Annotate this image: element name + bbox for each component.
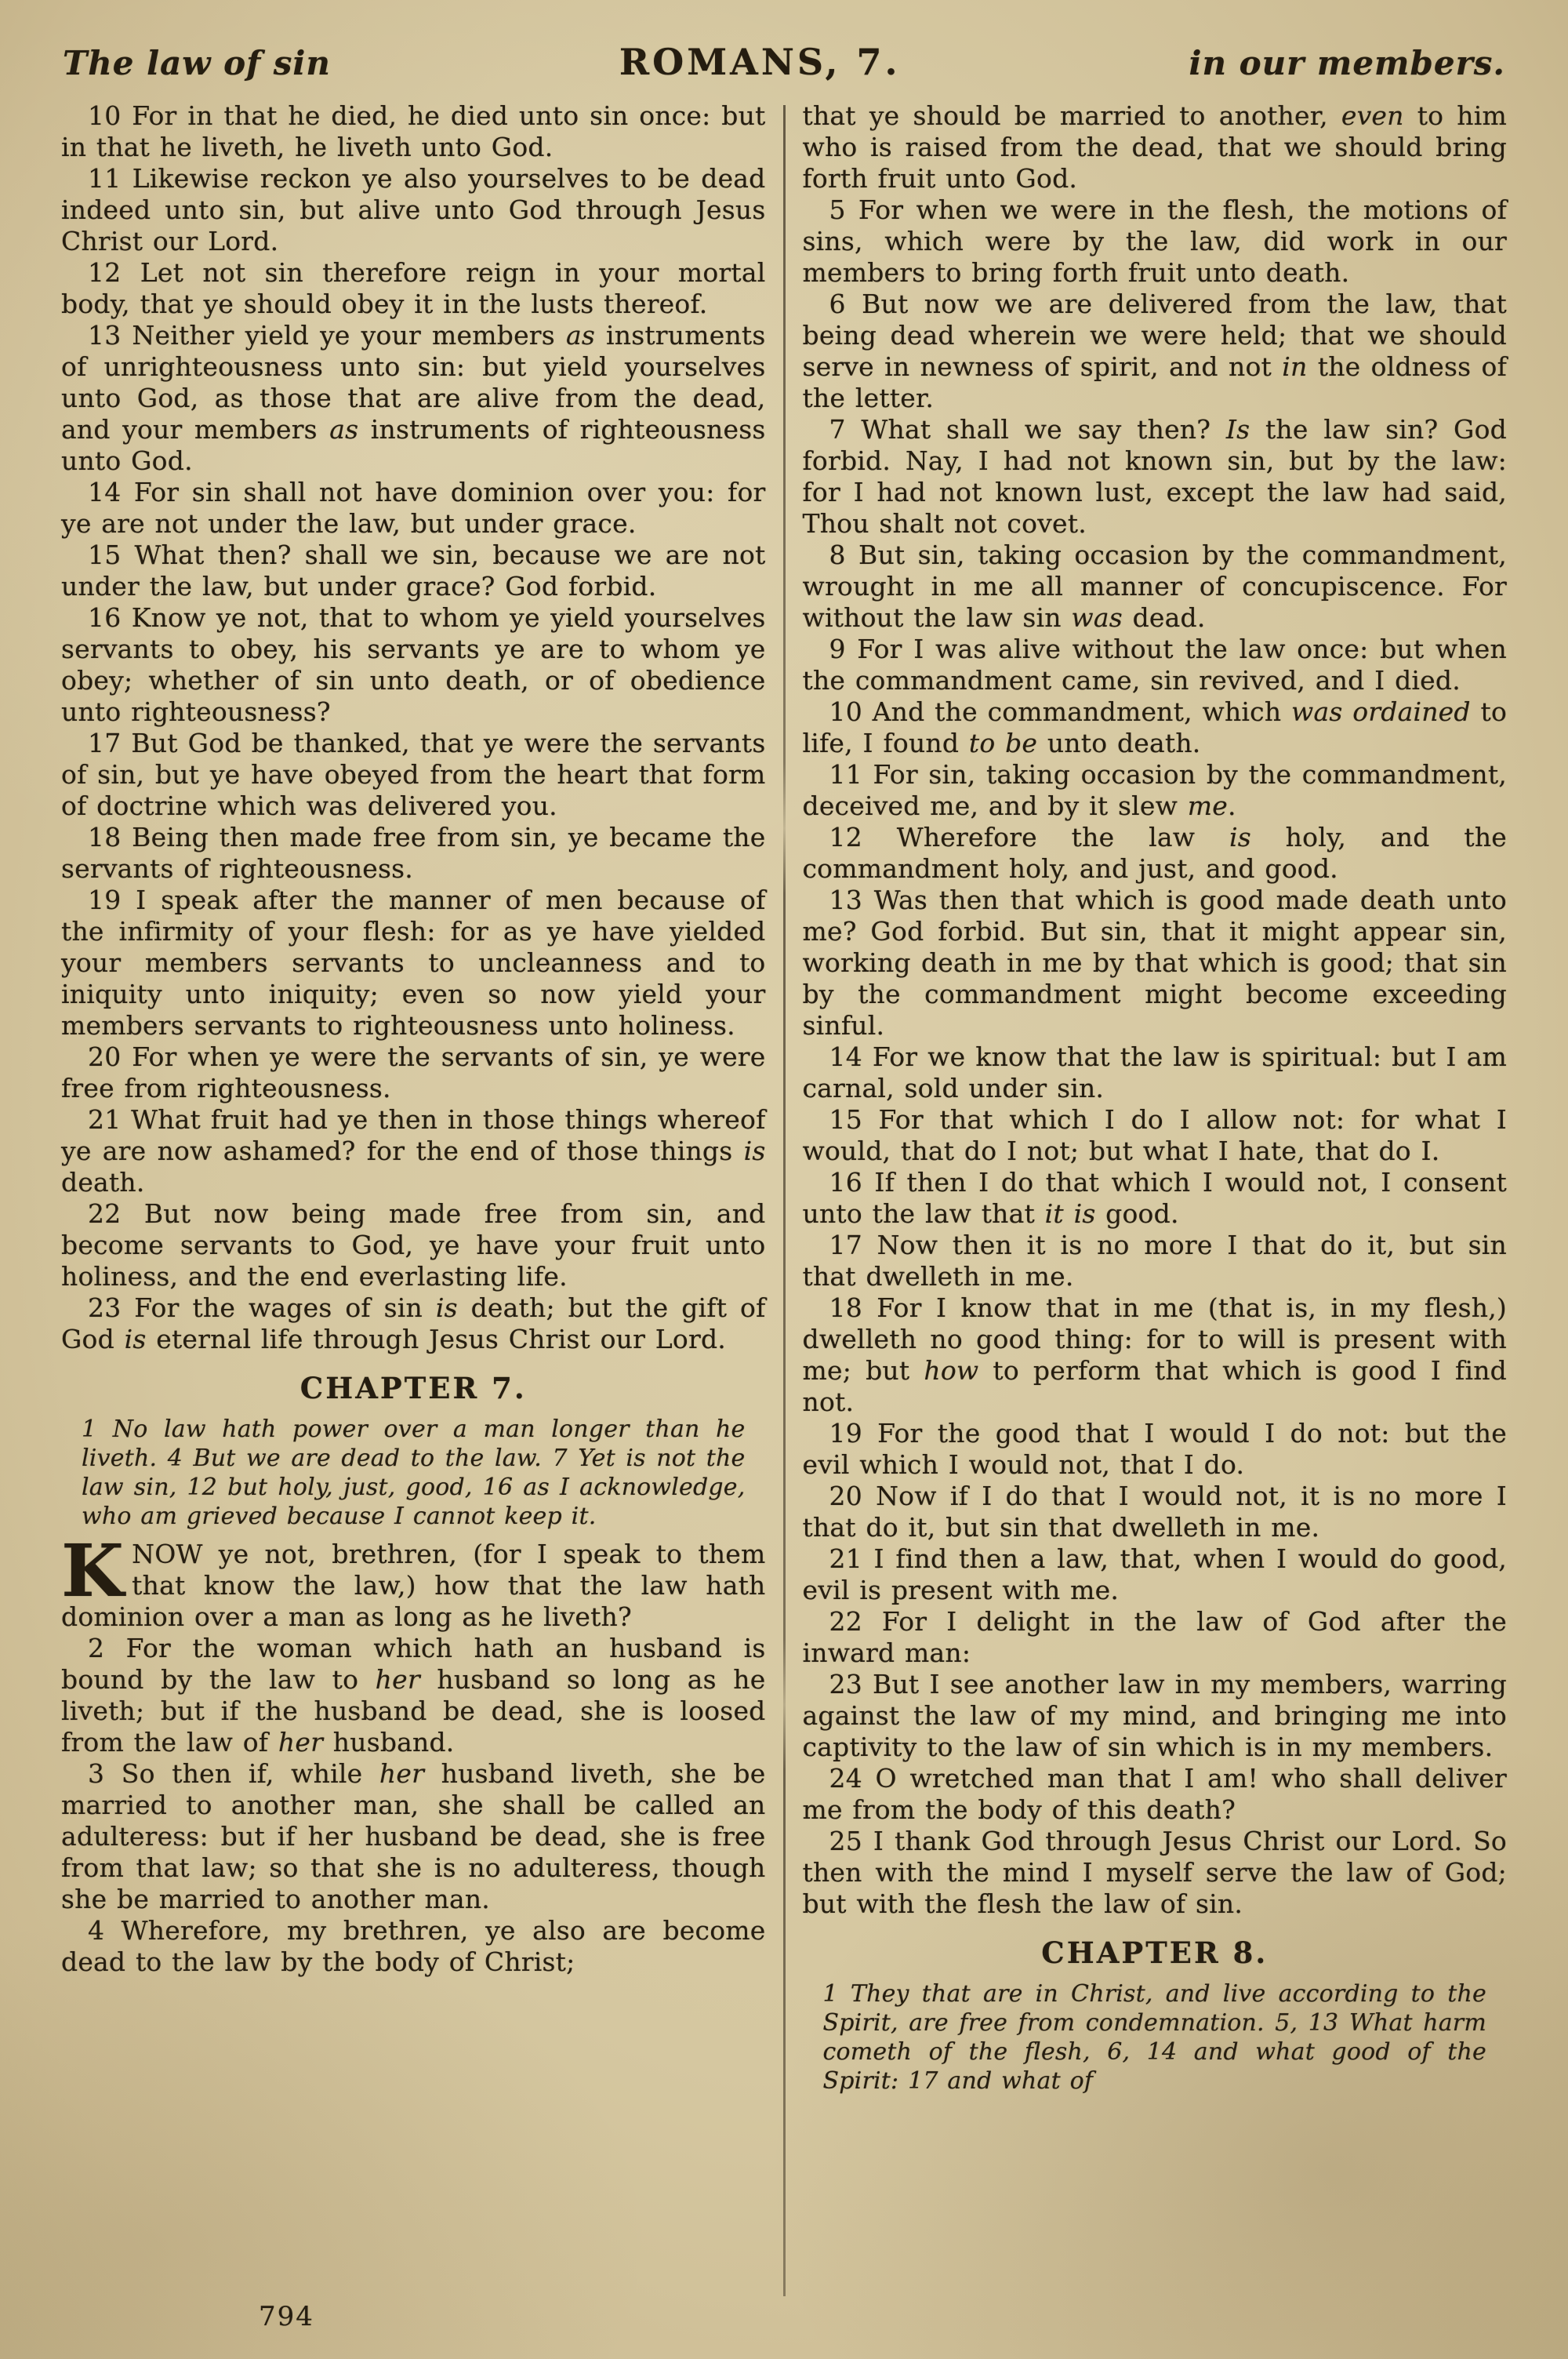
page-header <box>0 0 1568 83</box>
verse-paragraph: 9 For I was alive without the law once: but when the commandment came, sin revived, and I died. <box>802 634 1507 696</box>
verse-paragraph: 13 Neither yield ye your members as instruments of unrighteousness unto sin: but yield yourselves unto God, as those that are alive from the dead, and your members as instruments of righteousness unto God. <box>61 320 766 476</box>
verse-number: 7 <box>829 414 846 445</box>
page-number: 794 <box>259 2301 314 2332</box>
verse-paragraph: 24 O wretched man that I am! who shall deliver me from the body of this death? <box>802 1763 1507 1825</box>
verse-paragraph: 20 Now if I do that I would not, it is no more I that do it, but sin that dwelleth in me. <box>802 1481 1507 1543</box>
verse-number: 14 <box>829 1041 862 1072</box>
verse-number: 18 <box>88 822 122 852</box>
verse-paragraph: 16 Know ye not, that to whom ye yield yourselves servants to obey, his servants ye are to whom ye obey; whether of sin unto death, or of obedience unto righteousness? <box>61 602 766 727</box>
verse-paragraph: 2 For the woman which hath an husband is bound by the law to her husband so long as he liveth; but if the husband be dead, she is loosed from the law of her husband. <box>61 1633 766 1757</box>
verse-number: 16 <box>88 602 122 633</box>
running-head-right: in our members. <box>1189 44 1505 82</box>
verse-paragraph: 12 Let not sin therefore reign in your mortal body, that ye should obey it in the lusts thereof. <box>61 257 766 319</box>
verse-paragraph: KNOW ye not, brethren, (for I speak to them that know the law,) how that the law hath dominion over a man as long as he liveth? <box>61 1528 766 1632</box>
verse-paragraph: 6 But now we are delivered from the law, that being dead wherein we were held; that we should serve in newness of spirit, and not in the oldness of the letter. <box>802 289 1507 413</box>
verse-paragraph: 20 For when ye were the servants of sin, ye were free from righteousness. <box>61 1041 766 1103</box>
verse-paragraph: 7 What shall we say then? Is the law sin? God forbid. Nay, I had not known sin, but by the law: for I had not known lust, except the law had said, Thou shalt not covet. <box>802 414 1507 539</box>
verse-paragraph: 22 For I delight in the law of God after the inward man: <box>802 1606 1507 1668</box>
verse-number: 5 <box>829 194 846 225</box>
verse-paragraph: 17 But God be thanked, that ye were the servants of sin, but ye have obeyed from the heart that form of doctrine which was delivered you. <box>61 728 766 821</box>
verse-number: 14 <box>88 477 122 507</box>
verse-number: 25 <box>829 1826 862 1856</box>
verse-number: 3 <box>88 1758 105 1789</box>
verse-paragraph: 11 For sin, taking occasion by the commandment, deceived me, and by it slew me. <box>802 759 1507 821</box>
verse-number: 4 <box>88 1915 105 1946</box>
verse-number: 15 <box>829 1104 862 1135</box>
verse-number: 22 <box>829 1606 862 1637</box>
verse-paragraph: 18 For I know that in me (that is, in my flesh,) dwelleth no good thing: for to will is present with me; but how to perform that which is good I find not. <box>802 1292 1507 1417</box>
verse-paragraph: 8 But sin, taking occasion by the commandment, wrought in me all manner of concupiscence. For without the law sin was dead. <box>802 540 1507 633</box>
chapter-heading: CHAPTER 8. <box>1041 1936 1269 1970</box>
verse-paragraph: 14 For we know that the law is spiritual: but I am carnal, sold under sin. <box>802 1041 1507 1103</box>
verse-number: 20 <box>829 1481 862 1511</box>
verse-paragraph: 16 If then I do that which I would not, I consent unto the law that it is good. <box>802 1167 1507 1229</box>
verse-number: 10 <box>88 100 122 131</box>
verse-paragraph: 3 So then if, while her husband liveth, she be married to another man, she shall be called an adulteress: but if her husband be dead, she is free from that law; so that she is no adulteress, though she be married to another man. <box>61 1758 766 1914</box>
verse-number: 16 <box>829 1167 862 1198</box>
verse-number: 24 <box>829 1763 862 1794</box>
verse-number: 12 <box>829 822 862 852</box>
verse-number: 19 <box>829 1418 862 1448</box>
page-title: ROMANS, 7. <box>619 41 901 83</box>
running-head-left: The law of sin <box>63 44 331 82</box>
verse-paragraph: 4 Wherefore, my brethren, ye also are become dead to the law by the body of Christ; <box>61 1915 766 1977</box>
verse-paragraph: 23 But I see another law in my members, warring against the law of my mind, and bringing me into captivity to the law of sin which is in my members. <box>802 1669 1507 1762</box>
verse-number: 6 <box>829 289 846 319</box>
verse-paragraph: 19 I speak after the manner of men because of the infirmity of your flesh: for as ye have yielded your members servants to uncleanness and to iniquity unto iniquity; even so now yield your members servants to righteousness unto holiness. <box>61 885 766 1041</box>
verse-paragraph: 10 For in that he died, he died unto sin once: but in that he liveth, he liveth unto God. <box>61 100 766 162</box>
verse-number: 17 <box>829 1230 862 1260</box>
verse-number: 8 <box>829 540 846 570</box>
verse-continuation: that ye should be married to another, even to him who is raised from the dead, that we should bring forth fruit unto God. <box>802 100 1508 194</box>
verse-paragraph: 19 For the good that I would I do not: but the evil which I would not, that I do. <box>802 1418 1507 1480</box>
chapter-summary: 1 They that are in Christ, and live according to the Spirit, are free from condemnation. 5, 13 What harm cometh of the flesh, 6, 14 and what good of the Spirit: 17 and what of <box>822 1980 1486 2095</box>
column-divider-rule <box>783 105 786 2296</box>
verse-number: 13 <box>88 320 122 351</box>
text-columns <box>0 83 1568 2296</box>
right-column <box>803 100 1508 2296</box>
verse-paragraph: 21 What fruit had ye then in those things whereof ye are now ashamed? for the end of those things is death. <box>61 1104 766 1198</box>
chapter-summary: 1 No law hath power over a man longer than he liveth. 4 But we are dead to the law. 7 Yet is not the law sin, 12 but holy, just, good, 16 as I acknowledge, who am grieved because I cannot keep it. <box>82 1416 746 1530</box>
verse-number: 17 <box>88 728 122 758</box>
verse-paragraph: 10 And the commandment, which was ordained to life, I found to be unto death. <box>802 696 1508 758</box>
verse-paragraph: 25 I thank God through Jesus Christ our Lord. So then with the mind I myself serve the law of God; but with the flesh the law of sin. <box>802 1826 1507 1919</box>
verse-number: 22 <box>88 1198 122 1229</box>
verse-paragraph: 21 I find then a law, that, when I would do good, evil is present with me. <box>802 1543 1507 1605</box>
verse-number: 23 <box>829 1669 862 1699</box>
verse-paragraph: 23 For the wages of sin is death; but the gift of God is eternal life through Jesus Christ our Lord. <box>61 1292 766 1354</box>
verse-paragraph: 15 What then? shall we sin, because we are not under the law, but under grace? God forbid. <box>61 540 766 602</box>
verse-number: 10 <box>829 696 862 727</box>
verse-paragraph: 5 For when we were in the flesh, the motions of sins, which were by the law, did work in our members to bring forth fruit unto death. <box>802 194 1507 288</box>
verse-paragraph: 18 Being then made free from sin, ye became the servants of righteousness. <box>61 822 766 884</box>
chapter-heading: CHAPTER 7. <box>299 1371 527 1405</box>
verse-number: 15 <box>88 540 122 570</box>
verse-number: 13 <box>829 885 862 915</box>
verse-number: 2 <box>88 1633 105 1663</box>
verse-paragraph: 17 Now then it is no more I that do it, but sin that dwelleth in me. <box>802 1230 1507 1292</box>
verse-number: 11 <box>829 759 862 790</box>
verse-paragraph: 22 But now being made free from sin, and become servants to God, ye have your fruit unto holiness, and the end everlasting life. <box>61 1198 766 1292</box>
verse-paragraph: 11 Likewise reckon ye also yourselves to be dead indeed unto sin, but alive unto God through Jesus Christ our Lord. <box>61 163 766 256</box>
verse-paragraph: 13 Was then that which is good made death unto me? God forbid. But sin, that it might appear sin, working death in me by that which is good; that sin by the commandment might become exceeding sinful. <box>802 885 1507 1041</box>
verse-number: 21 <box>829 1543 862 1574</box>
verse-number: 20 <box>88 1041 122 1072</box>
verse-number: 18 <box>829 1292 862 1323</box>
verse-number: 9 <box>829 634 846 664</box>
verse-paragraph: 15 For that which I do I allow not: for what I would, that do I not; but what I hate, that do I. <box>802 1104 1507 1166</box>
verse-number: 19 <box>88 885 122 915</box>
left-column <box>61 100 766 2296</box>
drop-cap-initial: K <box>61 1528 125 1613</box>
verse-paragraph: 12 Wherefore the law is holy, and the commandment holy, and just, and good. <box>802 822 1507 884</box>
verse-number: 11 <box>88 163 122 194</box>
verse-paragraph: 14 For sin shall not have dominion over you: for ye are not under the law, but under grace. <box>61 477 766 539</box>
verse-number: 12 <box>88 257 122 288</box>
verse-number: 23 <box>88 1292 122 1323</box>
verse-number: 21 <box>88 1104 122 1135</box>
